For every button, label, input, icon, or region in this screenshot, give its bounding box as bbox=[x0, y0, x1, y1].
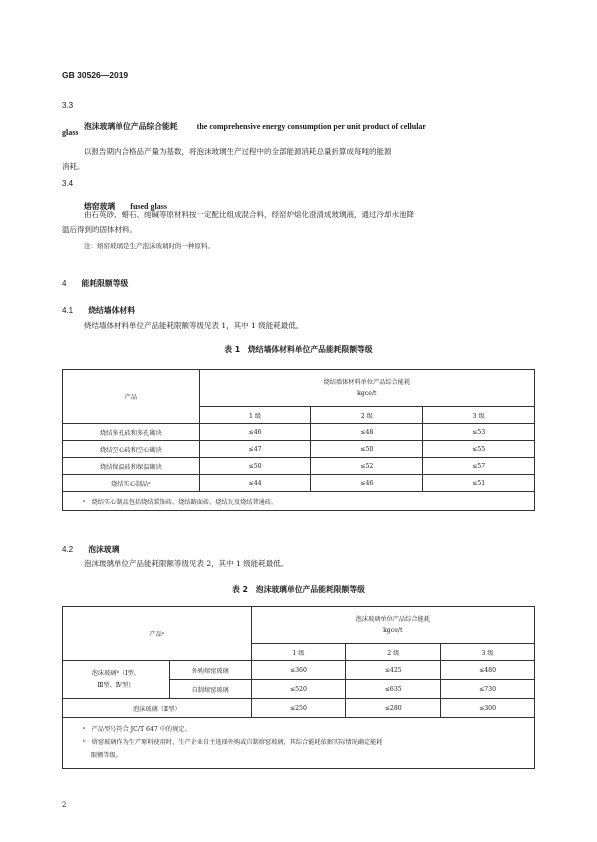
table2-grade-3: 3 级 bbox=[441, 644, 535, 661]
table2-caption: 表 2 泡沫玻璃单位产品能耗限额等级 bbox=[232, 585, 365, 594]
table2-footnote-b-line1: ᵇ 熔窑玻璃作为生产原料使用时，生产企业自主选择外购或自制熔窑玻璃，其综合能耗依据实际情况确定能耗 bbox=[83, 739, 383, 746]
table2-group-label-line2: Ⅲ型、Ⅳ型） bbox=[97, 681, 135, 689]
table2-group-label-line1: 泡沫玻璃ᵇ（Ⅰ型、 bbox=[91, 669, 140, 677]
section-number-3-4: 3.4 bbox=[62, 179, 74, 188]
section-heading-4-1 bbox=[62, 298, 135, 317]
table1-cell: ≤50 bbox=[311, 441, 423, 458]
table1-cell: ≤52 bbox=[311, 458, 423, 475]
section-title-4-2: 泡沫玻璃 bbox=[88, 545, 120, 554]
standard-code: GB 30526—2019 bbox=[62, 70, 129, 80]
table1-group-header-unit: kgce/t bbox=[357, 390, 377, 397]
table2-sub-name: 外购熔窑玻璃 bbox=[169, 661, 251, 680]
section-heading-4-2 bbox=[62, 537, 119, 556]
paragraph-4-2: 泡沫玻璃单位产品能耗限额等级见表 2，其中 1 级能耗最低。 bbox=[84, 559, 289, 568]
table1-row-name: 烧结保温砖和保温砌块 bbox=[63, 458, 200, 475]
section-heading-4 bbox=[62, 271, 128, 290]
page-number: 2 bbox=[62, 801, 67, 809]
table1-cell: ≤47 bbox=[199, 441, 311, 458]
table1-cell: ≤53 bbox=[423, 424, 535, 441]
table-row bbox=[63, 424, 535, 441]
table1-cell: ≤46 bbox=[199, 424, 311, 441]
definition-3-3-line2: 消耗。 bbox=[62, 162, 85, 171]
table1-group-header-title: 烧结墙体材料单位产品综合能耗 bbox=[323, 379, 411, 386]
table2-cell: ≤730 bbox=[441, 680, 535, 699]
table1-grade-2: 2 级 bbox=[311, 407, 423, 424]
table2-cell: ≤300 bbox=[441, 699, 535, 718]
table2-group-label bbox=[63, 661, 170, 699]
note-3-4: 注：熔窑玻璃是生产泡沫玻璃时的一种原料。 bbox=[84, 242, 214, 250]
table2-cell: ≤425 bbox=[346, 661, 441, 680]
table2-cell: ≤520 bbox=[251, 680, 346, 699]
table1-row-name: 烧结空心砖和空心砌块 bbox=[63, 441, 200, 458]
table1-cell: ≤51 bbox=[423, 475, 535, 492]
definition-3-4-line2: 温后得到的固体材料。 bbox=[62, 225, 137, 234]
definition-3-3-line1: 以报告期内合格品产量为基数，将泡沫玻璃生产过程中的全部能源消耗总量折算成每吨的能源 bbox=[84, 147, 392, 156]
table2-cell: ≤635 bbox=[346, 680, 441, 699]
table1-group-header bbox=[199, 370, 534, 407]
table2-cell: ≤360 bbox=[251, 661, 346, 680]
table1-cell: ≤44 bbox=[199, 475, 311, 492]
section-number-4-1: 4.1 bbox=[62, 306, 74, 315]
table1-product-header: 产品 bbox=[63, 370, 200, 424]
table2-footnotes bbox=[63, 718, 535, 769]
table2-product-header: 产品ᵃ bbox=[63, 607, 252, 661]
table-row bbox=[63, 699, 535, 718]
section-title-4-1: 烧结墙体材料 bbox=[88, 306, 135, 315]
term-3-3-en-cont: glass bbox=[62, 128, 79, 137]
table2-cell: ≤480 bbox=[441, 661, 535, 680]
table1-caption: 表 1 烧结墙体材料单位产品能耗限额等级 bbox=[224, 345, 373, 354]
table1-cell: ≤48 bbox=[311, 424, 423, 441]
table1-footnote: ᵃ 烧结实心制品包括烧结装饰砖、烧结路面砖、烧结瓦及烧结普通砖。 bbox=[63, 492, 535, 511]
table1-row-name: 烧结实心制品ᵃ bbox=[63, 475, 200, 492]
table1-cell: ≤50 bbox=[199, 458, 311, 475]
table1-grade-1: 1 级 bbox=[199, 407, 311, 424]
table2 bbox=[62, 606, 535, 769]
table2-footnote-b-line2: 限额等级。 bbox=[91, 752, 122, 759]
table2-group-header bbox=[251, 607, 534, 644]
paragraph-4-1: 烧结墙体材料单位产品能耗限额等级见表 1，其中 1 级能耗最低。 bbox=[84, 321, 304, 330]
term-3-3-en: the comprehensive energy consumption per unit product of cellular bbox=[196, 122, 426, 131]
table1-cell: ≤46 bbox=[311, 475, 423, 492]
table1 bbox=[62, 369, 535, 511]
table-row bbox=[63, 661, 535, 680]
term-3-4-en: fused glass bbox=[130, 202, 167, 211]
table2-footnote-a: ᵃ 产品型号符合 JC/T 647 中的规定。 bbox=[83, 726, 191, 733]
definition-3-4-line1: 由石英砂、蜡石、纯碱等原材料按一定配比组成混合料，经窑炉熔化澄清成玻璃液，通过冷却水池降 bbox=[84, 210, 414, 219]
table2-last-row-name: 泡沫玻璃（Ⅱ型） bbox=[63, 699, 252, 718]
table1-cell: ≤57 bbox=[423, 458, 535, 475]
table2-group-header-unit: kgce/t bbox=[383, 627, 403, 634]
table2-cell: ≤280 bbox=[346, 699, 441, 718]
term-3-4-zh: 熔窑玻璃 bbox=[84, 202, 116, 211]
table2-grade-2: 2 级 bbox=[346, 644, 441, 661]
table2-group-header-title: 泡沫玻璃单位产品综合能耗 bbox=[355, 616, 430, 623]
table2-grade-1: 1 级 bbox=[251, 644, 346, 661]
term-3-3-zh: 泡沫玻璃单位产品综合能耗 bbox=[84, 122, 178, 131]
table1-row-name: 烧结多孔砖和多孔砌块 bbox=[63, 424, 200, 441]
table-row bbox=[63, 441, 535, 458]
term-3-3 bbox=[84, 114, 426, 133]
table1-cell: ≤55 bbox=[423, 441, 535, 458]
section-number-4-2: 4.2 bbox=[62, 545, 74, 554]
table2-sub-name: 自制熔窑玻璃 bbox=[169, 680, 251, 699]
table2-cell: ≤250 bbox=[251, 699, 346, 718]
table1-grade-3: 3 级 bbox=[423, 407, 535, 424]
table-row bbox=[63, 458, 535, 475]
section-number-3-3: 3.3 bbox=[62, 101, 74, 110]
section-title-4: 能耗限额等级 bbox=[81, 279, 129, 288]
section-number-4: 4 bbox=[62, 279, 67, 288]
table-row bbox=[63, 475, 535, 492]
